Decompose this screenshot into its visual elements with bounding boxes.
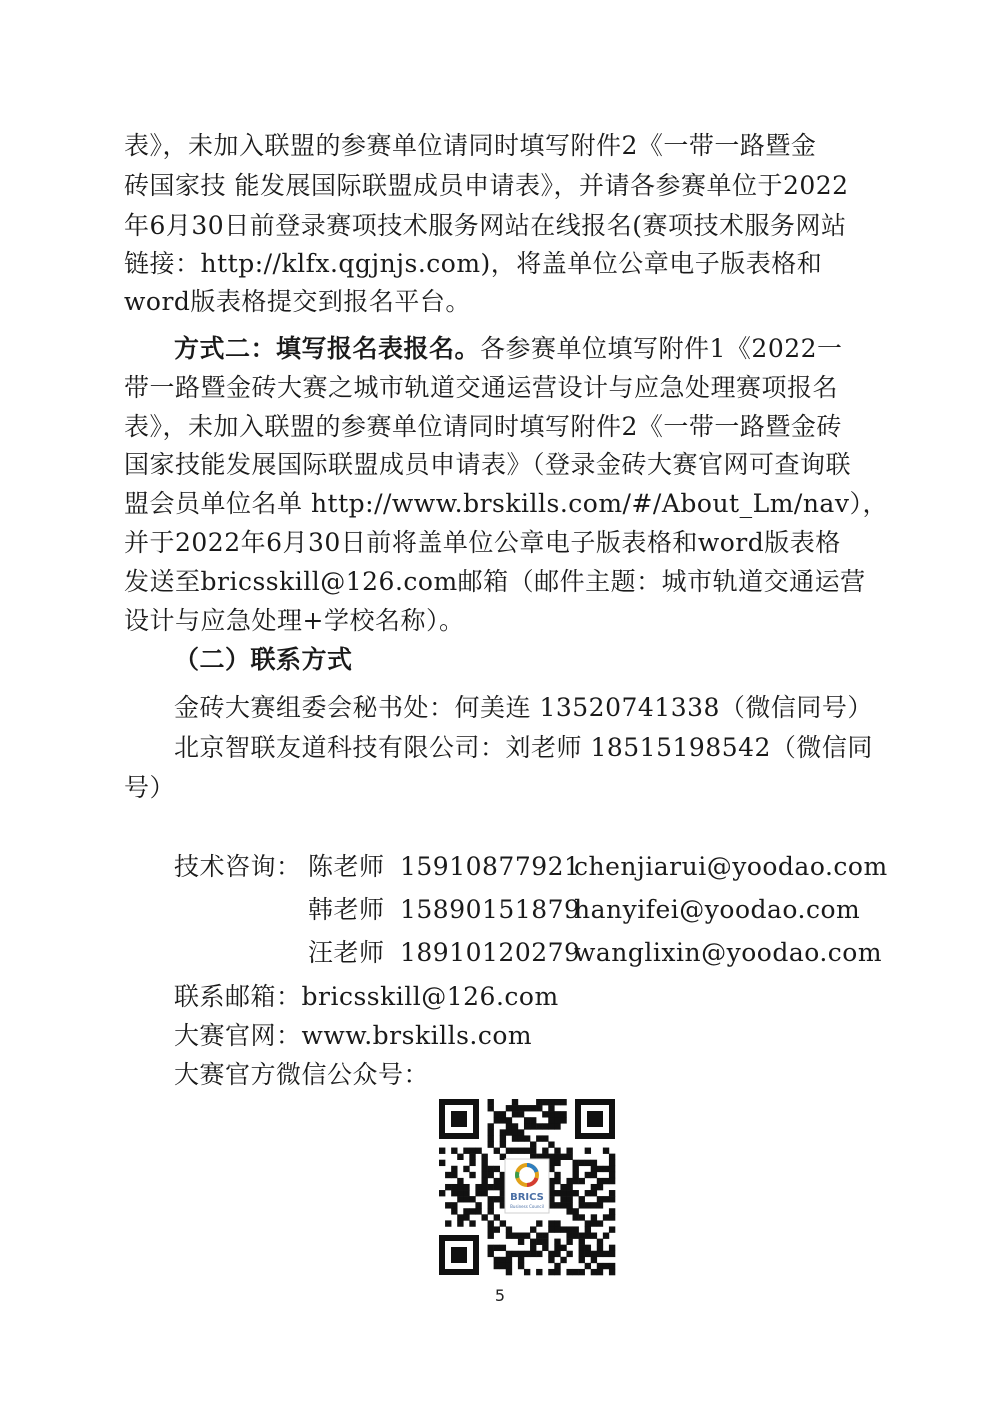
tech-contact-name: 韩老师: [308, 895, 385, 924]
tech-contact-name: 汪老师: [308, 938, 385, 967]
paragraph1-line-4: 链接：http://klfx.qgjnjs.com)，将盖单位公章电子版表格和: [124, 249, 823, 278]
tech-contact-phone: 18910120279: [400, 938, 581, 967]
tech-contact-phone: 15890151879: [400, 895, 581, 924]
paragraph1-line-1: 表》，未加入联盟的参赛单位请同时填写附件2《一带一路暨金: [124, 131, 817, 160]
tech-contact-email[interactable]: chenjiarui@yoodao.com: [574, 852, 888, 881]
tech-contact-email[interactable]: hanyifei@yoodao.com: [574, 895, 861, 924]
paragraph2-line-7: 发送至bricsskill@126.com邮箱（邮件主题：城市轨道交通运营: [124, 567, 866, 596]
paragraph2-line-8: 设计与应急处理+学校名称）。: [124, 606, 465, 635]
tech-contact-name: 陈老师: [308, 852, 385, 881]
method-two-heading: 方式二：填写报名表报名。: [174, 334, 481, 363]
paragraph2-line-2: 带一路暨金砖大赛之城市轨道交通运营设计与应急处理赛项报名: [124, 373, 839, 402]
paragraph1-line-2: 砖国家技 能发展国际联盟成员申请表》，并请各参赛单位于2022: [124, 171, 849, 200]
qr-logo-text: BRICS: [510, 1192, 544, 1203]
tech-contact-email[interactable]: wanglixin@yoodao.com: [574, 938, 883, 967]
paragraph1-line-3: 年6月30日前登录赛项技术服务网站在线报名(赛项技术服务网站: [124, 211, 847, 240]
qr-logo-subtext: Business Council: [510, 1204, 544, 1209]
contact-email: 联系邮箱：bricsskill@126.com: [174, 982, 559, 1011]
tech-consult-label: 技术咨询：: [174, 852, 302, 881]
tech-contact-phone: 15910877921: [400, 852, 581, 881]
paragraph2-line-1: [174, 331, 843, 367]
contact-section-heading: （二）联系方式: [174, 645, 353, 674]
paragraph2-first-rest: 各参赛单位填写附件1《2022一: [480, 334, 843, 363]
wechat-qr-code: [437, 1097, 617, 1277]
secretariat-contact: 金砖大赛组委会秘书处：何美连 13520741338（微信同号）: [174, 693, 873, 722]
page-number: 5: [494, 1286, 506, 1305]
company-contact-line-2: 号）: [124, 773, 176, 802]
paragraph2-line-3: 表》，未加入联盟的参赛单位请同时填写附件2《一带一路暨金砖: [124, 412, 842, 441]
paragraph2-line-4: 国家技能发展国际联盟成员申请表》（登录金砖大赛官网可查询联: [124, 450, 852, 479]
brics-logo-icon: [505, 1159, 549, 1213]
company-contact-line-1: 北京智联友道科技有限公司：刘老师 18515198542（微信同: [174, 733, 873, 762]
paragraph2-line-6: 并于2022年6月30日前将盖单位公章电子版表格和word版表格: [124, 528, 841, 557]
paragraph2-line-5: 盟会员单位名单 http://www.brskills.com/#/About_Lm/nav），: [124, 489, 888, 518]
wechat-label: 大赛官方微信公众号：: [174, 1060, 430, 1089]
paragraph1-line-5: word版表格提交到报名平台。: [124, 287, 471, 316]
official-website: 大赛官网：www.brskills.com: [174, 1021, 533, 1050]
